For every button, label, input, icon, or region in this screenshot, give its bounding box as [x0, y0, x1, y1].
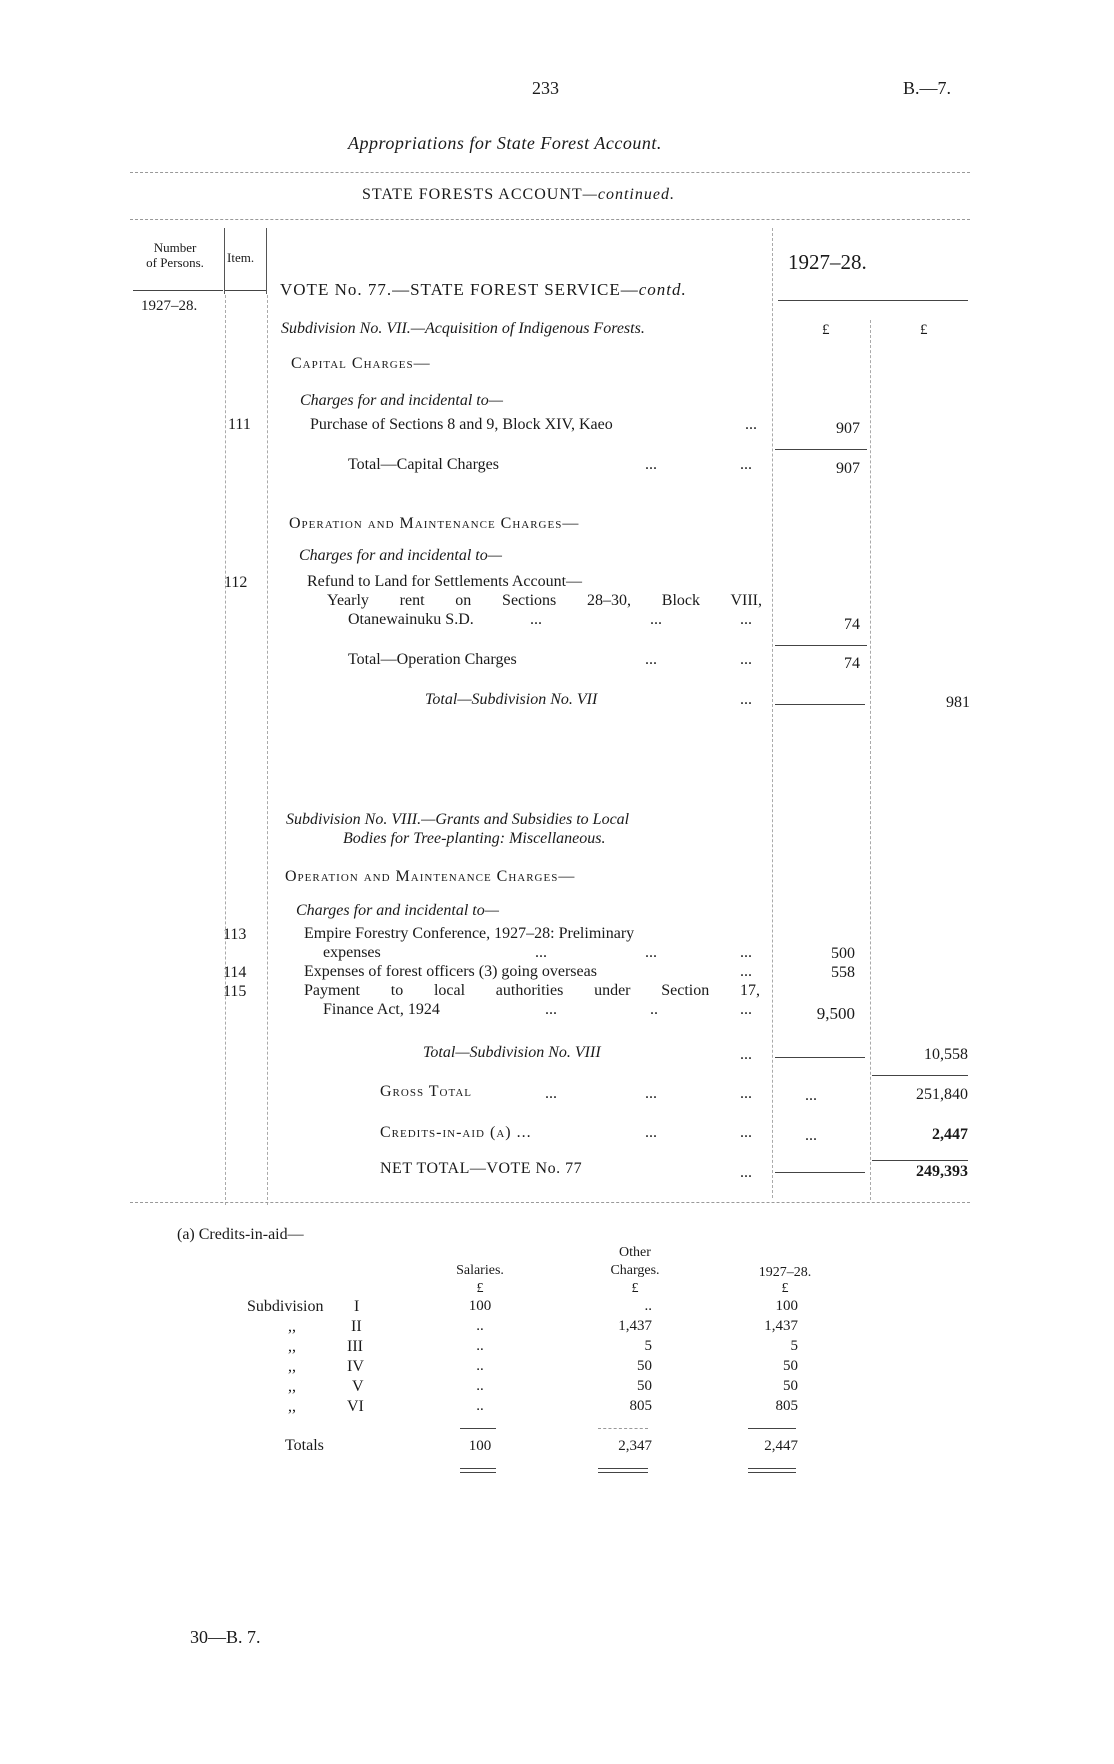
footnote-row-year: 5: [790, 1338, 798, 1354]
item-112-line3: Otanewainuku S.D.: [348, 611, 474, 628]
item-113-dots2: ...: [645, 944, 657, 961]
credits-in-aid-dots1: ...: [645, 1124, 657, 1141]
rule-footnote-other: [598, 1428, 648, 1429]
footnote-totals-other: 2,347: [618, 1438, 652, 1454]
footnote-row-number: III: [347, 1338, 363, 1355]
item-112-line2: Yearly rent on Sections 28–30, Block VIII,: [327, 592, 762, 609]
rule-below-account: [130, 219, 970, 220]
gross-total-col1-dots: ...: [805, 1087, 817, 1104]
item-114-description: Expenses of forest officers (3) going overseas: [304, 963, 597, 980]
item-113-dots1: ...: [535, 944, 547, 961]
footnote-row-other: 5: [644, 1338, 652, 1354]
rule-persons: [133, 290, 223, 291]
rule-v-amount-mid: [870, 320, 871, 1200]
gross-total-label: Gross Total: [380, 1083, 473, 1100]
rule-total-sub7: [775, 704, 865, 705]
pound-sign-col2: £: [920, 322, 928, 338]
rule-net-total: [872, 1160, 968, 1161]
item-112-dots3: ...: [740, 611, 752, 628]
item-115-dots3: ...: [740, 1001, 752, 1018]
rule-top: [130, 172, 970, 173]
sub8-om-heading: Operation and Maintenance Charges—: [285, 868, 576, 885]
rule-footnote-other-double-2: [598, 1472, 648, 1473]
page-number: 233: [532, 78, 559, 98]
rule-footnote-year-double-1: [748, 1468, 796, 1469]
total-capital-dots1: ...: [645, 456, 657, 473]
year-column-header: 1927–28.: [788, 250, 867, 274]
total-sub7-dots: ...: [740, 691, 752, 708]
page-title: Appropriations for State Forest Account.: [348, 133, 662, 153]
page-signature: 30—B. 7.: [190, 1627, 261, 1647]
gross-total-dots3: ...: [740, 1085, 752, 1102]
rule-v-amount-left: [772, 228, 773, 1198]
rule-bottom-table: [130, 1202, 970, 1203]
footnote-row-year: 50: [783, 1358, 798, 1374]
footnote-row-year: 805: [775, 1398, 798, 1414]
footnote-row-other: ..: [644, 1298, 652, 1314]
footnote-intro: (a) Credits-in-aid—: [177, 1226, 304, 1243]
item-113-line2: expenses: [323, 944, 381, 961]
footnote-header-other-line1: Other: [619, 1245, 651, 1260]
item-115-dots1: ...: [545, 1001, 557, 1018]
gross-total-amount: 251,840: [916, 1086, 968, 1103]
rule-footnote-salaries: [460, 1428, 496, 1429]
total-sub7-amount: 981: [946, 694, 970, 711]
vote-heading-main: VOTE No. 77.—STATE FOREST SERVICE—: [280, 280, 639, 299]
footnote-row-label: Subdivision: [247, 1298, 324, 1315]
item-113-line1: Empire Forestry Conference, 1927–28: Preliminary: [304, 925, 635, 942]
total-operation-label: Total—Operation Charges: [348, 651, 517, 668]
footnote-row-salaries: 100: [468, 1298, 492, 1314]
footnote-row-number: IV: [347, 1358, 364, 1375]
account-heading-suffix: —continued.: [582, 186, 675, 203]
item-112-dots1: ...: [530, 611, 542, 628]
rule-net-total-col1: [775, 1172, 865, 1173]
rule-footnote-salaries-double-1: [460, 1468, 496, 1469]
rule-v-item-right-cont: [267, 295, 268, 1205]
footnote-row-salaries: ..: [476, 1318, 484, 1334]
footnote-row-year: 50: [783, 1378, 798, 1394]
item-113-dots3: ...: [740, 944, 752, 961]
footnote-pound-salaries: £: [476, 1281, 484, 1296]
sub7-capital-heading: Capital Charges—: [291, 355, 431, 372]
credits-in-aid-label: Credits-in-aid (a) ...: [380, 1124, 532, 1141]
footnote-row-salaries: ..: [476, 1378, 484, 1394]
total-sub7-label: Total—Subdivision No. VII: [425, 691, 598, 708]
account-heading-main: STATE FORESTS ACCOUNT: [362, 186, 583, 203]
footnote-row-other: 50: [637, 1358, 652, 1374]
sub8-heading-line1: Subdivision No. VIII.—Grants and Subsidies to Local: [286, 811, 630, 828]
sub7-om-charges-for: Charges for and incidental to—: [299, 547, 502, 564]
vote-heading-suffix: contd.: [638, 280, 687, 299]
account-heading: [362, 186, 675, 204]
item-114-amount: 558: [831, 964, 855, 981]
item-115-line2: Finance Act, 1924: [323, 1001, 440, 1018]
footnote-row-other: 1,437: [618, 1318, 652, 1334]
credits-in-aid-dots2: ...: [740, 1124, 752, 1141]
item-115-dots2: ..: [650, 1001, 658, 1018]
vote-heading: [280, 280, 687, 300]
footnote-row-salaries: ..: [476, 1398, 484, 1414]
rule-item: [224, 290, 266, 291]
sub7-capital-charges-for: Charges for and incidental to—: [300, 392, 503, 409]
item-column-header: Item.: [227, 250, 255, 265]
footnote-totals-salaries: 100: [468, 1438, 492, 1454]
footnote-row-number: I: [354, 1298, 360, 1315]
persons-header-line1: Number: [153, 240, 197, 255]
item-115-number: 115: [223, 983, 247, 1000]
footnote-row-other: 50: [637, 1378, 652, 1394]
sub8-charges-for: Charges for and incidental to—: [296, 902, 499, 919]
item-111-amount: 907: [836, 420, 860, 437]
total-operation-amount: 74: [844, 655, 860, 672]
footnote-header-other-line2: Charges.: [610, 1263, 660, 1278]
pound-sign-col1: £: [822, 322, 830, 338]
footnote-row-year: 100: [775, 1298, 798, 1314]
footnote-row-label: ,,: [288, 1398, 296, 1415]
rule-v-item-left-cont: [225, 295, 226, 1205]
credits-in-aid-amount: 2,447: [932, 1126, 968, 1143]
sub7-heading: Subdivision No. VII.—Acquisition of Indigenous Forests.: [281, 320, 645, 337]
rule-v-item-left: [224, 228, 225, 294]
item-112-number: 112: [224, 574, 248, 591]
net-total-label: NET TOTAL—VOTE No. 77: [380, 1160, 583, 1177]
total-operation-dots1: ...: [645, 651, 657, 668]
item-115-amount: 9,500: [816, 1004, 855, 1023]
rule-year: [778, 300, 968, 301]
rule-total-operation: [775, 645, 867, 646]
item-113-number: 113: [223, 926, 247, 943]
item-113-amount: 500: [831, 945, 855, 962]
document-reference: B.—7.: [903, 78, 952, 98]
footnote-totals-label: Totals: [285, 1437, 324, 1454]
footnote-row-number: II: [351, 1318, 362, 1335]
sub7-om-heading: Operation and Maintenance Charges—: [289, 515, 580, 532]
footnote-row-label: ,,: [288, 1338, 296, 1355]
persons-column-header: [135, 240, 215, 270]
item-114-dots: ...: [740, 963, 752, 980]
footnote-header-year: 1927–28.: [758, 1265, 812, 1280]
footnote-row-label: ,,: [288, 1358, 296, 1375]
rule-footnote-year-double-2: [748, 1472, 796, 1473]
footnote-row-number: V: [352, 1378, 364, 1395]
total-capital-amount: 907: [836, 460, 860, 477]
total-sub8-dots: ...: [740, 1046, 752, 1063]
item-112-line1: Refund to Land for Settlements Account—: [307, 573, 583, 590]
credits-in-aid-col1-dots: ...: [805, 1127, 817, 1144]
total-capital-label: Total—Capital Charges: [348, 456, 499, 473]
footnote-pound-other: £: [631, 1281, 639, 1296]
item-111-dots: ...: [745, 416, 757, 433]
net-total-dots: ...: [740, 1164, 752, 1181]
footnote-row-label: ,,: [288, 1318, 296, 1335]
footnote-row-salaries: ..: [476, 1358, 484, 1374]
gross-total-dots1: ...: [545, 1085, 557, 1102]
rule-v-item-right: [266, 228, 267, 294]
rule-total-sub8: [775, 1057, 865, 1058]
footnote-header-salaries: Salaries.: [456, 1263, 504, 1278]
item-115-line1: Payment to local authorities under Section 17,: [304, 982, 760, 999]
item-112-amount: 74: [844, 616, 860, 633]
rule-footnote-salaries-double-2: [460, 1472, 496, 1473]
total-sub8-amount: 10,558: [924, 1046, 968, 1063]
total-sub8-label: Total—Subdivision No. VIII: [423, 1044, 601, 1061]
total-operation-dots2: ...: [740, 651, 752, 668]
footnote-row-other: 805: [629, 1398, 652, 1414]
footnote-row-label: ,,: [288, 1378, 296, 1395]
total-capital-dots2: ...: [740, 456, 752, 473]
rule-footnote-other-double-1: [598, 1468, 648, 1469]
item-111-number: 111: [228, 416, 251, 433]
rule-total-capital: [775, 449, 867, 450]
persons-year: 1927–28.: [141, 298, 198, 314]
footnote-pound-year: £: [781, 1281, 789, 1296]
gross-total-dots2: ...: [645, 1085, 657, 1102]
sub8-heading-line2: Bodies for Tree-planting: Miscellaneous.: [343, 830, 606, 847]
footnote-row-year: 1,437: [764, 1318, 798, 1334]
rule-footnote-year: [748, 1428, 796, 1429]
net-total-amount: 249,393: [916, 1163, 968, 1180]
item-112-dots2: ...: [650, 611, 662, 628]
item-111-description: Purchase of Sections 8 and 9, Block XIV, Kaeo: [310, 416, 613, 433]
rule-gross-total: [872, 1075, 968, 1076]
footnote-row-number: VI: [347, 1398, 364, 1415]
footnote-row-salaries: ..: [476, 1338, 484, 1354]
persons-header-line2: of Persons.: [146, 255, 204, 270]
footnote-totals-year: 2,447: [764, 1438, 798, 1454]
item-114-number: 114: [223, 964, 247, 981]
